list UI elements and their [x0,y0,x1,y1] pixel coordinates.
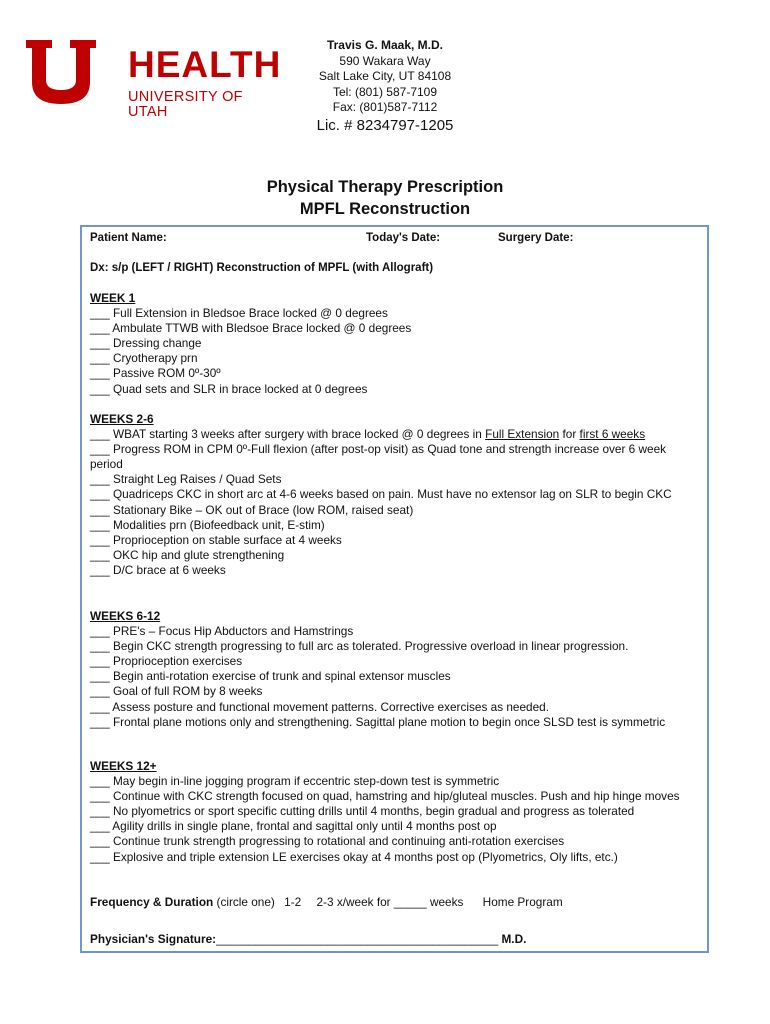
wbat-first-6-weeks: first 6 weeks [579,427,646,442]
frequency-duration-row [90,895,563,909]
list-item: ___ Begin CKC strength progressing to full arc as tolerated. Progressive overload in linear progression. [90,639,629,654]
list-item: ___ Begin anti-rotation exercise of trunk and spinal extensor muscles [90,669,451,684]
wbat-text: ___ WBAT starting 3 weeks after surgery with brace locked @ 0 degrees in [90,427,486,442]
weeks12-heading: WEEKS 12+ [90,759,157,773]
weeks2-6-heading: WEEKS 2-6 [90,412,154,426]
list-item [90,427,700,442]
list-item: ___ Progress ROM in CPM 0º-Full flexion (after post-op visit) as Quad tone and strength increase over 6 week period [90,442,667,472]
frequency-option-home-program[interactable]: Home Program [482,895,563,909]
list-item: ___ Explosive and triple extension LE exercises okay at 4 months post op (Plyometrics, Oly lifts, etc.) [90,849,618,864]
list-item: ___ Continue trunk strength progressing to rotational and continuing anti-rotation exercises [90,834,565,849]
list-item: ___ Frontal plane motions only and strengthening. Sagittal plane motion to begin once SLSD test is symmetric [90,714,666,729]
list-item: ___ May begin in-line jogging program if eccentric step-down test is symmetric [90,774,500,789]
list-item: ___ Proprioception exercises [90,654,243,669]
list-item: ___ Ambulate TTWB with Bledsoe Brace locked @ 0 degrees [90,321,412,336]
list-item: ___ OKC hip and glute strengthening [90,547,285,562]
list-item: ___ D/C brace at 6 weeks [90,562,226,577]
list-item: ___ Cryotherapy prn [90,351,198,366]
list-item: ___ Passive ROM 0º-30º [90,366,221,381]
logo-health-word: HEALTH [128,44,282,85]
u-block-logo-icon [26,40,96,104]
list-item: ___ Stationary Bike – OK out of Brace (low ROM, raised seat) [90,502,414,517]
physician-name: Travis G. Maak, M.D. [326,38,444,52]
list-item: ___ Proprioception on stable surface at 4 weeks [90,532,342,547]
street-address: 590 Wakara Way [339,53,431,68]
document-title: Physical Therapy Prescription [266,178,504,196]
diagnosis-line: Dx: s/p (LEFT / RIGHT) Reconstruction of MPFL (with Allograft) [90,262,434,274]
frequency-option-2-3[interactable]: 2-3 x/week for _____ weeks [316,895,464,909]
list-item: ___ Quad sets and SLR in brace locked at 0 degrees [90,381,368,396]
logo-university-word: UNIVERSITY OF UTAH [128,89,243,120]
wbat-full-extension: Full Extension [485,427,560,442]
todays-date-label: Today's Date: [366,232,441,244]
wbat-for: for [559,427,580,442]
city-address: Salt Lake City, UT 84108 [318,69,452,83]
weeks12-section [90,759,700,865]
signature-label: Physician's Signature: [90,932,217,946]
week1-heading: WEEK 1 [90,291,136,305]
week1-section [90,291,700,397]
weeks6-12-heading: WEEKS 6-12 [90,609,161,623]
frequency-option-1-2[interactable]: 1-2 [284,895,302,909]
list-item: ___ Modalities prn (Biofeedback unit, E-stim) [90,517,325,532]
list-item: ___ Dressing change [90,336,202,351]
list-item: ___ Continue with CKC strength focused on quad, hamstring and hip/gluteal muscles. Push and hip hinge moves [90,789,680,804]
university-of-utah-health-logo [26,40,282,120]
list-item: ___ Agility drills in single plane, frontal and sagittal only until 4 months post op [90,819,497,834]
weeks2-6-section [90,412,700,578]
list-item: ___ Goal of full ROM by 8 weeks [90,684,263,699]
physician-address-block [300,38,470,133]
surgery-date-label: Surgery Date: [498,232,574,244]
list-item: ___ PRE's – Focus Hip Abductors and Hamstrings [90,624,354,639]
signature-md: M.D. [501,932,527,946]
frequency-label: Frequency & Duration [90,895,214,909]
circle-one-note: (circle one) [216,895,275,909]
prescription-form [80,225,709,953]
patient-name-label: Patient Name: [90,232,167,244]
weeks6-12-section [90,609,700,730]
list-item: ___ Full Extension in Bledsoe Brace locked @ 0 degrees [90,306,388,321]
license-number: Lic. # 8234797-1205 [316,116,454,134]
signature-line[interactable]: ___________________________________________ [216,932,499,946]
list-item: ___ Quadriceps CKC in short arc at 4-6 weeks based on pain. Must have no extensor lag on SLR to begin CKC [90,487,672,502]
list-item: ___ No plyometrics or sport specific cutting drills until 4 months, begin gradual and progress as tolerated [90,804,635,819]
list-item: ___ Assess posture and functional movement patterns. Corrective exercises as needed. [90,699,550,714]
list-item: ___ Straight Leg Raises / Quad Sets [90,472,282,487]
document-subtitle: MPFL Reconstruction [299,200,471,218]
fax-number: Fax: (801)587-7112 [332,100,438,114]
signature-row [90,932,526,946]
phone-number: Tel: (801) 587-7109 [332,84,438,99]
